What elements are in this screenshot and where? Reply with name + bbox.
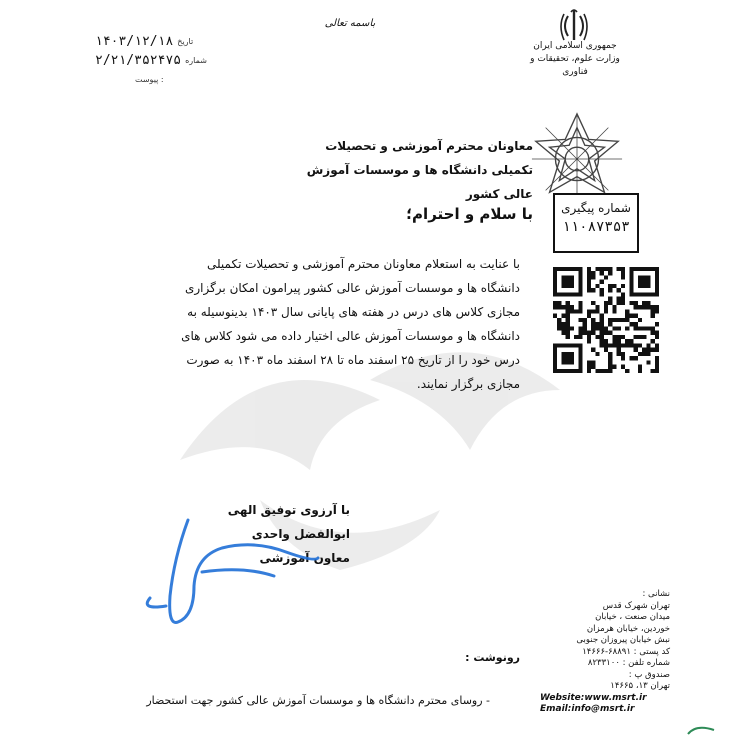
qr-module	[646, 343, 650, 347]
qr-module	[617, 339, 621, 343]
ministry-line1: جمهوری اسلامی ایران	[533, 41, 617, 51]
qr-module	[600, 369, 604, 373]
handwritten-signature	[110, 500, 330, 635]
signer-title: معاون آموزشی	[259, 551, 350, 565]
qr-module	[608, 365, 612, 369]
qr-module	[621, 271, 625, 275]
qr-module	[621, 297, 625, 301]
qr-module	[600, 343, 604, 347]
qr-module	[629, 356, 633, 360]
qr-module	[646, 301, 650, 305]
number-value: ۲/۲۱/۳۵۲۴۷۵	[95, 53, 182, 68]
qr-module	[608, 322, 612, 326]
qr-module	[617, 352, 621, 356]
attachment-label: پیوست :	[135, 75, 164, 84]
date-row	[95, 32, 255, 51]
qr-module	[634, 305, 638, 309]
qr-module	[642, 348, 646, 352]
qr-module	[617, 326, 621, 330]
qr-module	[651, 348, 655, 352]
recipient	[295, 134, 533, 206]
body-line: مجازی برگزار نمایند.	[416, 377, 520, 391]
qr-module	[646, 348, 650, 352]
qr-finder	[638, 275, 651, 288]
qr-module	[642, 352, 646, 356]
qr-module	[600, 318, 604, 322]
qr-module	[651, 331, 655, 335]
qr-module	[600, 339, 604, 343]
date-value: ۱۴۰۳/۱۲/۱۸	[95, 34, 174, 49]
qr-module	[591, 271, 595, 275]
qr-module	[646, 360, 650, 364]
qr-module	[625, 314, 629, 318]
qr-module	[608, 267, 612, 271]
qr-module	[612, 318, 616, 322]
qr-module	[587, 267, 591, 271]
qr-module	[634, 322, 638, 326]
qr-module	[617, 343, 621, 347]
qr-module	[621, 365, 625, 369]
qr-module	[638, 318, 642, 322]
qr-module	[651, 326, 655, 330]
qr-module	[655, 309, 659, 313]
qr-module	[617, 348, 621, 352]
website-link[interactable]: Website:www.msrt.ir	[540, 692, 647, 703]
qr-module	[655, 331, 659, 335]
tracking-number-box	[553, 193, 639, 253]
qr-module	[625, 326, 629, 330]
qr-module	[612, 305, 616, 309]
qr-module	[617, 301, 621, 305]
qr-module	[655, 348, 659, 352]
qr-module	[600, 314, 604, 318]
qr-module	[655, 305, 659, 309]
tracking-number: ۱۱۰۸۷۳۵۳	[562, 219, 630, 235]
qr-module	[634, 326, 638, 330]
postal-code: کد پستی : ۶۸۸۹۱-۱۴۶۶۶	[582, 646, 670, 657]
qr-module	[604, 267, 608, 271]
address-line: تهران شهرک قدس	[602, 600, 670, 611]
qr-module	[655, 369, 659, 373]
address-label: نشانی :	[642, 589, 670, 599]
qr-module	[638, 305, 642, 309]
qr-module	[608, 331, 612, 335]
qr-module	[604, 305, 608, 309]
qr-module	[655, 365, 659, 369]
address-line: نبش خیابان پیروزان جنوبی	[576, 635, 670, 645]
qr-module	[642, 305, 646, 309]
qr-module	[600, 271, 604, 275]
po-box-label: صندوق پ :	[628, 669, 670, 680]
qr-module	[621, 343, 625, 347]
qr-module	[617, 335, 621, 339]
qr-module	[600, 288, 604, 292]
qr-module	[621, 356, 625, 360]
qr-module	[608, 369, 612, 373]
qr-module	[625, 318, 629, 322]
recipient-line2: عالی کشور	[465, 187, 533, 201]
qr-finder	[561, 275, 574, 288]
qr-module	[634, 348, 638, 352]
qr-module	[600, 335, 604, 339]
qr-module	[634, 335, 638, 339]
qr-module	[612, 339, 616, 343]
contact-info	[540, 589, 670, 716]
qr-module	[600, 331, 604, 335]
qr-module	[625, 343, 629, 347]
qr-module	[591, 275, 595, 279]
qr-module	[587, 288, 591, 292]
corner-logo-icon	[686, 724, 716, 736]
qr-module	[600, 280, 604, 284]
qr-module	[621, 335, 625, 339]
closing: با آرزوی توفیق الهی	[227, 503, 350, 517]
letter-body	[60, 252, 520, 396]
qr-module	[595, 267, 599, 271]
qr-module	[587, 280, 591, 284]
number-label: شماره	[185, 56, 207, 65]
qr-module	[617, 288, 621, 292]
qr-module	[629, 339, 633, 343]
qr-module	[655, 335, 659, 339]
qr-module	[608, 352, 612, 356]
tracking-label: شماره پیگیری	[561, 201, 631, 215]
qr-module	[629, 343, 633, 347]
qr-module	[621, 352, 625, 356]
qr-module	[655, 343, 659, 347]
body-line: دانشگاه ها و موسسات آموزش عالی کشور پیرامون امکان برگزاری	[184, 281, 520, 295]
qr-module	[604, 331, 608, 335]
qr-module	[617, 318, 621, 322]
qr-module	[629, 314, 633, 318]
qr-module	[608, 284, 612, 288]
body-line: دانشگاه ها و موسسات آموزش عالی اختیار داده می شود کلاس های	[181, 329, 520, 343]
qr-module	[625, 309, 629, 313]
qr-module	[608, 271, 612, 275]
qr-module	[604, 339, 608, 343]
qr-module	[651, 314, 655, 318]
po-box-value: تهران ۱۳، ۱۴۶۶۵	[610, 681, 670, 691]
qr-module	[646, 352, 650, 356]
attachment-row	[95, 70, 255, 89]
qr-module	[638, 335, 642, 339]
qr-module	[617, 267, 621, 271]
qr-module	[625, 369, 629, 373]
address-line: خوردین، خیابان هرمزان	[586, 623, 670, 634]
qr-module	[604, 326, 608, 330]
qr-module	[612, 326, 616, 330]
qr-module	[621, 267, 625, 271]
qr-module	[612, 343, 616, 347]
qr-module	[629, 322, 633, 326]
qr-module	[634, 301, 638, 305]
ministry-name	[520, 40, 630, 79]
qr-module	[608, 356, 612, 360]
signer-name: ابوالفضل واحدی	[251, 527, 350, 541]
qr-module	[638, 326, 642, 330]
qr-module	[638, 343, 642, 347]
body-line: درس خود را از تاریخ ۲۵ اسفند ماه تا ۲۸ اسفند ماه ۱۴۰۳ به صورت	[186, 353, 520, 367]
address-line: میدان صنعت ، خیابان	[595, 612, 670, 622]
qr-module	[638, 369, 642, 373]
phone: شماره تلفن : ۸۲۳۳۱۰۰	[587, 658, 670, 668]
qr-module	[651, 309, 655, 313]
header-meta	[95, 32, 255, 89]
qr-module	[642, 301, 646, 305]
qr-module	[655, 360, 659, 364]
email-link[interactable]: Email:info@msrt.ir	[540, 704, 635, 714]
greeting: با سلام و احترام؛	[406, 205, 533, 223]
qr-module	[604, 348, 608, 352]
qr-module	[646, 326, 650, 330]
qr-module	[638, 352, 642, 356]
qr-module	[608, 301, 612, 305]
qr-module	[655, 322, 659, 326]
qr-module	[600, 326, 604, 330]
qr-module	[604, 275, 608, 279]
qr-module	[634, 343, 638, 347]
qr-module	[600, 322, 604, 326]
qr-module	[595, 284, 599, 288]
cc-label: رونوشت :	[465, 651, 520, 664]
cc-text: - روسای محترم دانشگاه ها و موسسات آموزش عالی کشور جهت استحضار	[146, 694, 490, 707]
qr-module	[642, 335, 646, 339]
qr-module	[612, 284, 616, 288]
qr-module	[612, 309, 616, 313]
number-row	[95, 51, 255, 70]
body-line: مجازی کلاس های درس در هفته های پایانی سال ۱۴۰۳ بدینوسیله به	[187, 305, 520, 319]
qr-module	[612, 335, 616, 339]
qr-module	[621, 301, 625, 305]
qr-module	[634, 356, 638, 360]
qr-module	[591, 288, 595, 292]
qr-module	[604, 309, 608, 313]
recipient-line1: معاونان محترم آموزشی و تحصیلات تکمیلی دانشگاه ها و موسسات آموزش	[306, 139, 533, 177]
qr-module	[604, 343, 608, 347]
qr-module	[604, 301, 608, 305]
qr-module	[621, 275, 625, 279]
qr-module	[587, 284, 591, 288]
qr-module	[621, 318, 625, 322]
qr-module	[621, 292, 625, 296]
qr-module	[655, 356, 659, 360]
qr-module	[608, 360, 612, 364]
qr-module	[608, 297, 612, 301]
qr-module	[604, 369, 608, 373]
qr-module	[651, 369, 655, 373]
qr-module	[651, 339, 655, 343]
qr-module	[646, 305, 650, 309]
qr-module	[587, 275, 591, 279]
date-label: تاریخ	[177, 37, 194, 46]
qr-module	[608, 288, 612, 292]
qr-module	[642, 326, 646, 330]
qr-module	[612, 365, 616, 369]
qr-module	[634, 314, 638, 318]
qr-module	[629, 301, 633, 305]
qr-module	[608, 343, 612, 347]
qr-module	[651, 305, 655, 309]
qr-module	[600, 292, 604, 296]
qr-module	[608, 318, 612, 322]
qr-module	[625, 339, 629, 343]
qr-module	[621, 284, 625, 288]
ministry-line2: وزارت علوم، تحقیقات و فناوری	[530, 54, 620, 77]
body-line: با عنایت به استعلام معاونان محترم آموزشی و تحصیلات تکمیلی	[206, 257, 520, 271]
qr-module	[587, 271, 591, 275]
qr-module	[617, 297, 621, 301]
qr-module	[600, 267, 604, 271]
qr-module	[638, 365, 642, 369]
bismillah: باسمه تعالی	[324, 18, 376, 29]
